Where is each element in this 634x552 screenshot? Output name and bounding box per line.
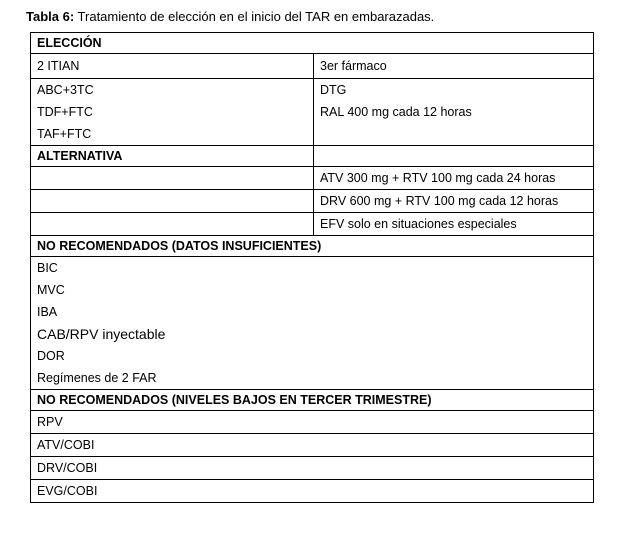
table-cell [31,190,314,213]
table-row [31,434,594,457]
table-cell: DRV 600 mg + RTV 100 mg cada 12 horas [314,190,594,213]
table-cell: ABC+3TC [31,79,314,102]
table-cell [31,167,314,190]
table-row [31,457,594,480]
table-cell: TAF+FTC [31,123,314,146]
table-cell: BIC [31,257,594,280]
table-cell [314,123,594,146]
table-cell: DTG [314,79,594,102]
section-header-alternativa [31,146,594,167]
table-cell: EFV solo en situaciones especiales [314,213,594,236]
table-cell: 3er fármaco [314,54,594,79]
table-row [31,190,594,213]
table-row [31,301,594,323]
table-cell: 2 ITIAN [31,54,314,79]
table-row [31,54,594,79]
section-title: ELECCIÓN [31,33,594,54]
table-cell: RAL 400 mg cada 12 horas [314,101,594,123]
section-header-no-rec-datos [31,236,594,257]
caption-label: Tabla 6: [26,9,75,24]
table-cell: IBA [31,301,594,323]
caption-text: Tratamiento de elección en el inicio del TAR en embarazadas. [74,9,435,24]
section-title: ALTERNATIVA [31,146,314,167]
section-title: NO RECOMENDADOS (NIVELES BAJOS EN TERCER TRIMESTRE) [31,390,594,411]
table-cell [31,213,314,236]
table-row [31,480,594,503]
treatment-table [30,32,594,503]
section-header-no-rec-niveles [31,390,594,411]
table-cell: Regímenes de 2 FAR [31,367,594,390]
table-cell: RPV [31,411,594,434]
table-row [31,167,594,190]
table-cell: EVG/COBI [31,480,594,503]
table-row [31,323,594,345]
table-row [31,123,594,146]
section-header-eleccion [31,33,594,54]
table-cell: DOR [31,345,594,367]
table-cell: TDF+FTC [31,101,314,123]
table-cell: MVC [31,279,594,301]
table-cell [314,146,594,167]
table-row [31,213,594,236]
table-row [31,279,594,301]
table-row [31,345,594,367]
table-cell: ATV 300 mg + RTV 100 mg cada 24 horas [314,167,594,190]
table-row [31,257,594,280]
table-row [31,367,594,390]
table-caption [26,9,434,25]
table-row [31,101,594,123]
table-cell: DRV/COBI [31,457,594,480]
table-row [31,79,594,102]
section-title: NO RECOMENDADOS (DATOS INSUFICIENTES) [31,236,594,257]
table-cell: ATV/COBI [31,434,594,457]
table-cell: CAB/RPV inyectable [31,323,594,345]
table-row [31,411,594,434]
